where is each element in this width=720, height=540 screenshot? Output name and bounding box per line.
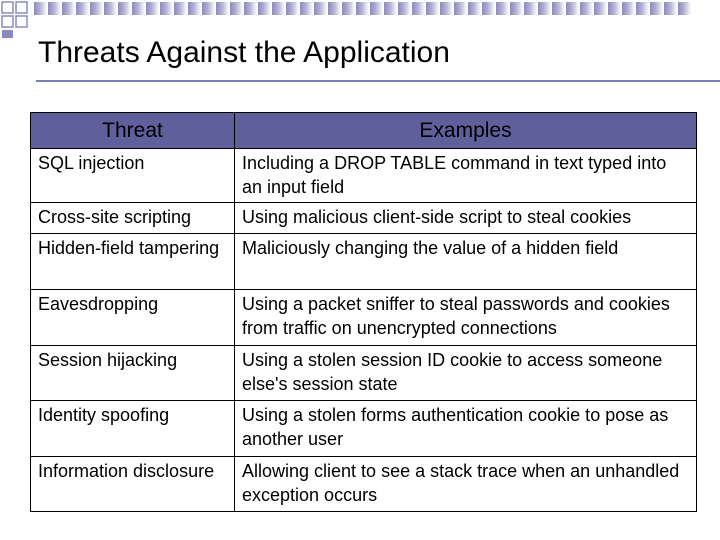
threat-cell: Hidden-field tampering: [31, 234, 235, 290]
example-cell: Allowing client to see a stack trace when an unhandled exception occurs: [235, 457, 697, 512]
table-row: [31, 346, 697, 401]
example-cell: Using a packet sniffer to steal passwords and cookies from traffic on unencrypted connections: [235, 290, 697, 346]
example-cell: Using a stolen session ID cookie to access someone else's session state: [235, 346, 697, 401]
example-cell: Including a DROP TABLE command in text typed into an input field: [235, 149, 697, 203]
corner-square-filled: [2, 30, 13, 38]
corner-squares: [2, 2, 27, 27]
example-cell: Maliciously changing the value of a hidden field: [235, 234, 697, 290]
decorative-squares-band: [0, 0, 720, 40]
threat-cell: Session hijacking: [31, 346, 235, 401]
example-cell: Using malicious client-side script to steal cookies: [235, 203, 697, 234]
threat-cell: Cross-site scripting: [31, 203, 235, 234]
table-row: [31, 203, 697, 234]
table-row: [31, 234, 697, 290]
table-row: [31, 401, 697, 457]
threat-cell: Information disclosure: [31, 457, 235, 512]
threat-cell: Eavesdropping: [31, 290, 235, 346]
threat-cell: SQL injection: [31, 149, 235, 203]
header-threat: Threat: [31, 113, 235, 149]
table-row: [31, 457, 697, 512]
slide-title: Threats Against the Application: [38, 36, 450, 69]
table-header-row: [31, 113, 697, 149]
table-row: [31, 149, 697, 203]
square-grid: [34, 2, 691, 15]
threat-cell: Identity spoofing: [31, 401, 235, 457]
header-examples: Examples: [235, 113, 697, 149]
threats-table: [30, 112, 697, 512]
table-row: [31, 290, 697, 346]
example-cell: Using a stolen forms authentication cookie to pose as another user: [235, 401, 697, 457]
title-underline: [36, 80, 720, 82]
